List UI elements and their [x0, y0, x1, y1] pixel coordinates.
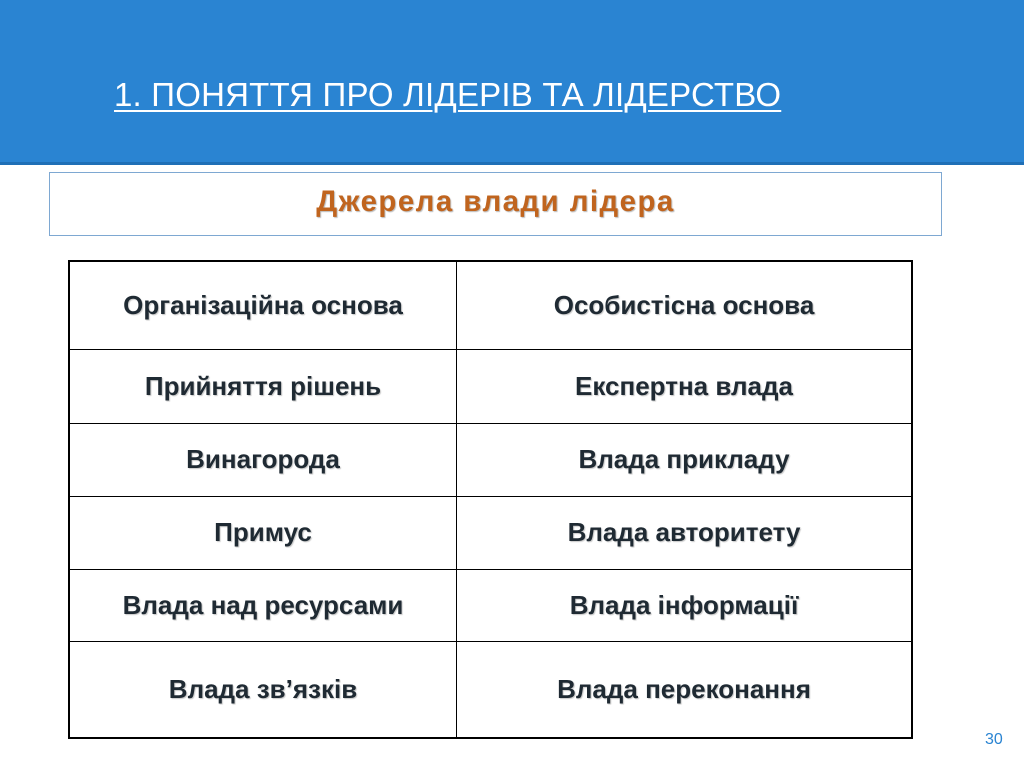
- subtitle: Джерела влади лідера: [316, 185, 675, 218]
- table-cell-right: Особистісна основа: [457, 261, 913, 349]
- table-row: [69, 569, 912, 641]
- table-cell-left: Влада над ресурсами: [69, 569, 457, 641]
- table-row: [69, 423, 912, 496]
- table-cell-left: Винагорода: [69, 423, 457, 496]
- table-cell-left: Прийняття рішень: [69, 349, 457, 423]
- table-cell-left: Влада зв’язків: [69, 641, 457, 738]
- table-cell-left: Примус: [69, 496, 457, 569]
- table-row: [69, 261, 912, 349]
- table-cell-left: Організаційна основа: [69, 261, 457, 349]
- slide-title: 1. ПОНЯТТЯ ПРО ЛІДЕРІВ ТА ЛІДЕРСТВО: [114, 76, 782, 113]
- table-cell-right: Влада прикладу: [457, 423, 913, 496]
- table-cell-right: Влада інформації: [457, 569, 913, 641]
- table-row: [69, 496, 912, 569]
- table-row: [69, 349, 912, 423]
- page-number: 30: [985, 731, 1003, 748]
- table-cell-right: Експертна влада: [457, 349, 913, 423]
- table-cell-right: Влада авторитету: [457, 496, 913, 569]
- power-sources-table: [68, 260, 913, 739]
- subtitle-box: [49, 172, 942, 236]
- slide-header: [0, 0, 1024, 165]
- table-cell-right: Влада переконання: [457, 641, 913, 738]
- table-row: [69, 641, 912, 738]
